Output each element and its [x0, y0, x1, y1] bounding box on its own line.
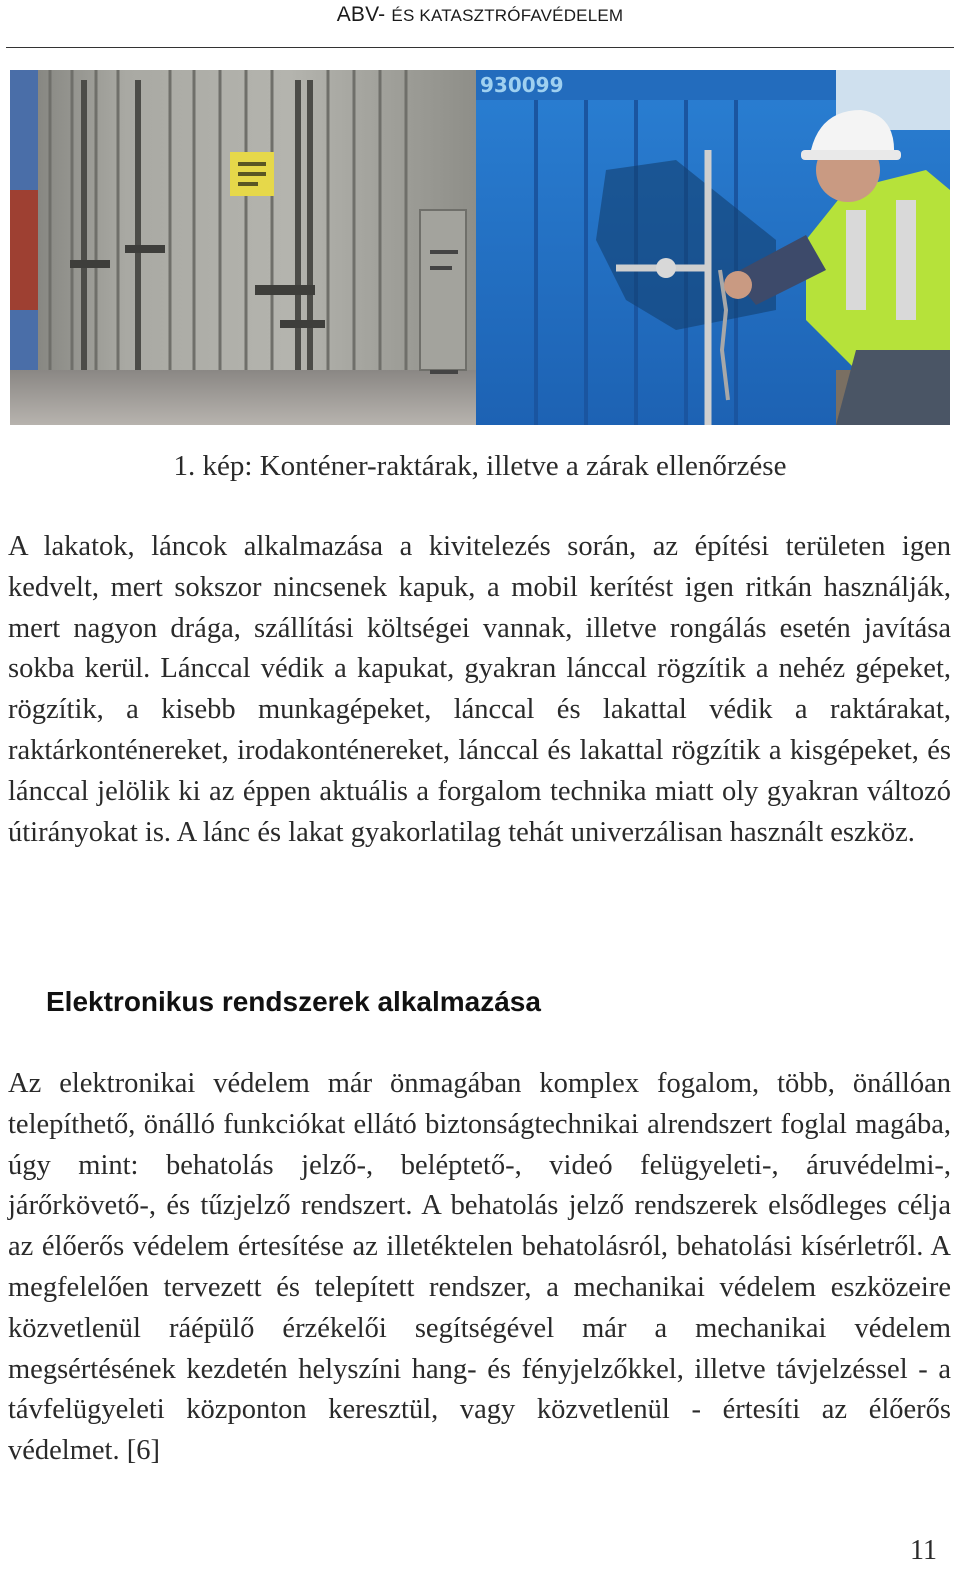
figure-caption: 1. kép: Konténer-raktárak, illetve a zárak ellenőrzése: [173, 450, 787, 482]
body-paragraph-locks: A lakatok, láncok alkalmazása a kivitelezés során, az építési területen igen kedvelt, mert sokszor nincsenek kapuk, a mobil kerítést igen ritkán használják, mert nagyon drága, szállítási költségei vannak, illetve rongálás esetén javítása sokba kerül. Lánccal védik a kapukat, gyakran lánccal rögzítik a nehéz gépeket, rögzítik, a kisebb munkagépeket, lánccal és lakattal védik a raktárakat, raktárkonténereket, irodakonténereket, lánccal és lakattal rögzítik a kisgépeket, és lánccal jelölik ki az éppen aktuális a forgalom technika miatt oly gyakran változó útirányokat is. A lánc és lakat gyakorlatilag tehát univerzálisan használt eszköz.: [8, 531, 951, 848]
section-heading-electronic-systems: Elektronikus rendszerek alkalmazása: [46, 986, 541, 1017]
photo-lock-inspection: [476, 70, 950, 425]
photo-container-doors: [10, 70, 476, 425]
header-title-rest: ÉS KATASZTRÓFAVÉDELEM: [391, 6, 624, 25]
header-divider: [6, 47, 954, 48]
lock-inspection-illustration: [476, 70, 950, 425]
header-title-main: ABV-: [336, 3, 386, 26]
header-title: [0, 3, 960, 27]
page-header: [0, 0, 960, 50]
container-doors-illustration: [10, 70, 476, 425]
page-number: 11: [910, 1535, 937, 1566]
container-code-label: 930099: [480, 73, 564, 97]
body-paragraph-electronic: Az elektronikai védelem már önmagában komplex fogalom, több, önállóan telepíthető, önálló funkciókat ellátó biztonságtechnikai alrendszert foglal magába, úgy mint: behatolás jelző-, beléptető-, videó felügyeleti-, áruvédelmi-, járőrkövető-, és tűzjelző rendszert. A behatolás jelző rendszerek elsődleges célja az élőerős védelem értesítése az illetéktelen behatolásról, behatolási kísérletről. A megfelelően tervezett és telepített rendszer, a mechanikai védelem eszközeire közvetlenül ráépülő érzékelői segítségével már a mechanikai védelem megsértésének kezdetén helyszíni hang- és fényjelzőkkel, illetve távjelzéssel - a távfelügyeleti központon keresztül, vagy közvetlenül - értesíti az élőerős védelmet. [6]: [8, 1068, 951, 1467]
